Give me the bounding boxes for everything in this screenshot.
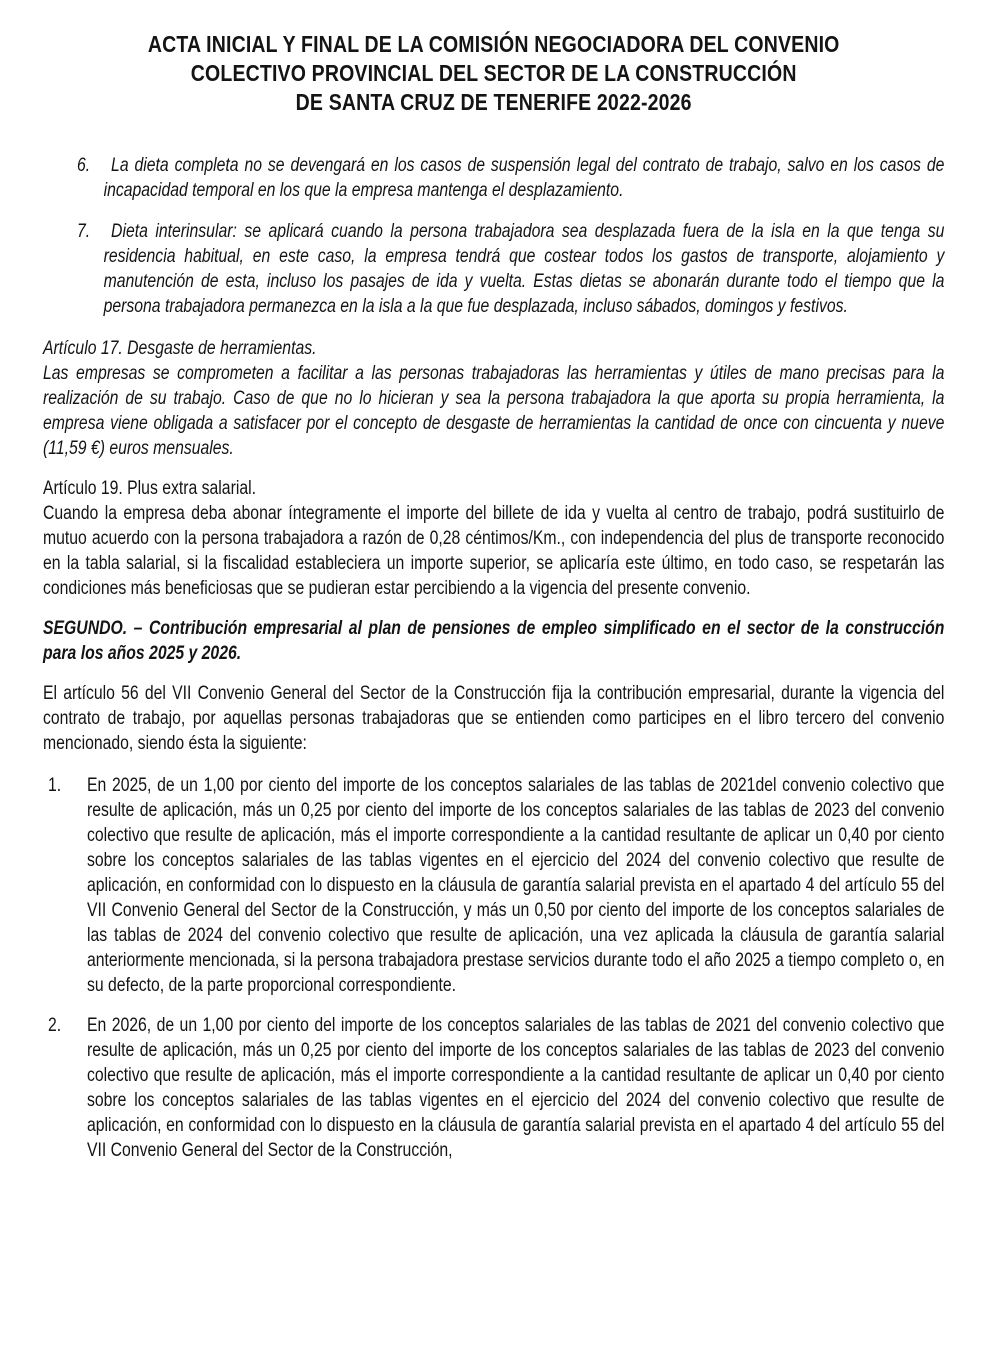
document-title-line-1: ACTA INICIAL Y FINAL DE LA COMISIÓN NEGOCIADORA DEL CONVENIO — [147, 31, 840, 57]
articulo-17-body: Las empresas se comprometen a facilitar a las personas trabajadoras las herramientas y útiles de mano precisas para la realización de su trabajo. Caso de que no lo hicieran y sea la persona trabajadora la que aporta su propia herramienta, la empresa viene obligada a satisfacer por el concepto de desgaste de herramientas la cantidad de once con cincuenta y nueve (11,59 €) euros mensuales. — [43, 363, 945, 459]
document-page — [43, 30, 944, 1178]
articulo-19-heading: Artículo 19. Plus extra salarial. — [43, 478, 256, 499]
list-item-6-number: 6. — [77, 155, 91, 176]
list-item-6 — [43, 153, 944, 203]
contribution-item-1-number: 1. — [47, 775, 62, 796]
contribution-item-2 — [43, 1013, 944, 1163]
list-item-7-text: Dieta interinsular: se aplicará cuando la persona trabajadora sea desplazada fuera de la isla en la que tenga su residencia habitual, en este caso, la empresa tendrá que costear todos los gastos de transporte, alojamiento y manutención de esta, incluso los pasajes de ida y vuelta. Estas dietas se abonarán durante todo el tiempo que la persona trabajadora permanezca en la isla a la que fue desplazada, incluso sábados, domingos y festivos. — [103, 221, 945, 317]
contribution-item-1-text: En 2025, de un 1,00 por ciento del importe de los conceptos salariales de las tablas de 2021del convenio colectivo que resulte de aplicación, más un 0,25 por ciento del importe de los conceptos salariales de las tablas de 2023 del convenio colectivo que resulte de aplicación, más el importe correspondiente a la cantidad resultante de aplicar un 0,40 por ciento sobre los conceptos salariales de las tablas vigentes en el ejercicio del 2024 del convenio colectivo que resulte de aplicación, en conformidad con lo dispuesto en la cláusula de garantía salarial prevista en el apartado 4 del artículo 55 del VII Convenio General del Sector de la Construcción, y más un 0,50 por ciento del importe de los conceptos salariales de las tablas de 2024 del convenio colectivo que resulte de aplicación, una vez aplicada la cláusula de garantía salarial anteriormente mencionada, si la persona trabajadora prestase servicios durante todo el año 2025 a tiempo completo o, en su defecto, de la parte proporcional correspondiente. — [86, 775, 945, 996]
list-item-7 — [43, 219, 944, 319]
document-title — [43, 30, 944, 117]
segundo-intro-paragraph: El artículo 56 del VII Convenio General del Sector de la Construcción fija la contribución empresarial, durante la vigencia del contrato de trabajo, por aquellas personas trabajadoras que se entienden como participes en el libro tercero del convenio mencionado, siendo ésta la siguiente: — [43, 683, 945, 754]
contribution-item-2-number: 2. — [47, 1015, 62, 1036]
document-title-line-3: DE SANTA CRUZ DE TENERIFE 2022-2026 — [295, 89, 692, 115]
contribution-item-1 — [43, 773, 944, 998]
contribution-item-2-text: En 2026, de un 1,00 por ciento del importe de los conceptos salariales de las tablas de 2021 del convenio colectivo que resulte de aplicación, más un 0,25 por ciento del importe de los conceptos salariales de las tablas de 2023 del convenio colectivo que resulte de aplicación, más el importe correspondiente a la cantidad resultante de aplicar un 0,40 por ciento sobre los conceptos salariales de las tablas vigentes en el ejercicio del 2024 del convenio colectivo que resulte de aplicación, en conformidad con lo dispuesto en la cláusula de garantía salarial prevista en el apartado 4 del artículo 55 del VII Convenio General del Sector de la Construcción, — [86, 1015, 945, 1161]
document-title-line-2: COLECTIVO PROVINCIAL DEL SECTOR DE LA CONSTRUCCIÓN — [190, 60, 797, 86]
list-item-6-text: La dieta completa no se devengará en los casos de suspensión legal del contrato de trabajo, salvo en los casos de incapacidad temporal en los que la empresa mantenga el desplazamiento. — [103, 155, 945, 201]
segundo-heading: SEGUNDO. – Contribución empresarial al plan de pensiones de empleo simplificado en el sector de la construcción para los años 2025 y 2026. — [43, 618, 945, 664]
articulo-17-section — [43, 336, 944, 461]
articulo-19-body: Cuando la empresa deba abonar íntegramente el importe del billete de ida y vuelta al centro de trabajo, podrá sustituirlo de mutuo acuerdo con la persona trabajadora a razón de 0,28 céntimos/Km., con independencia del plus de transporte reconocido en la tabla salarial, si la fiscalidad estableciera un importe superior, se aplicaría este último, en todo caso, se respetarán las condiciones más beneficiosas que se pudieran estar percibiendo a la vigencia del presente convenio. — [43, 503, 945, 599]
list-item-7-number: 7. — [77, 221, 91, 242]
articulo-19-section — [43, 476, 944, 601]
articulo-17-heading: Artículo 17. Desgaste de herramientas. — [43, 338, 317, 359]
